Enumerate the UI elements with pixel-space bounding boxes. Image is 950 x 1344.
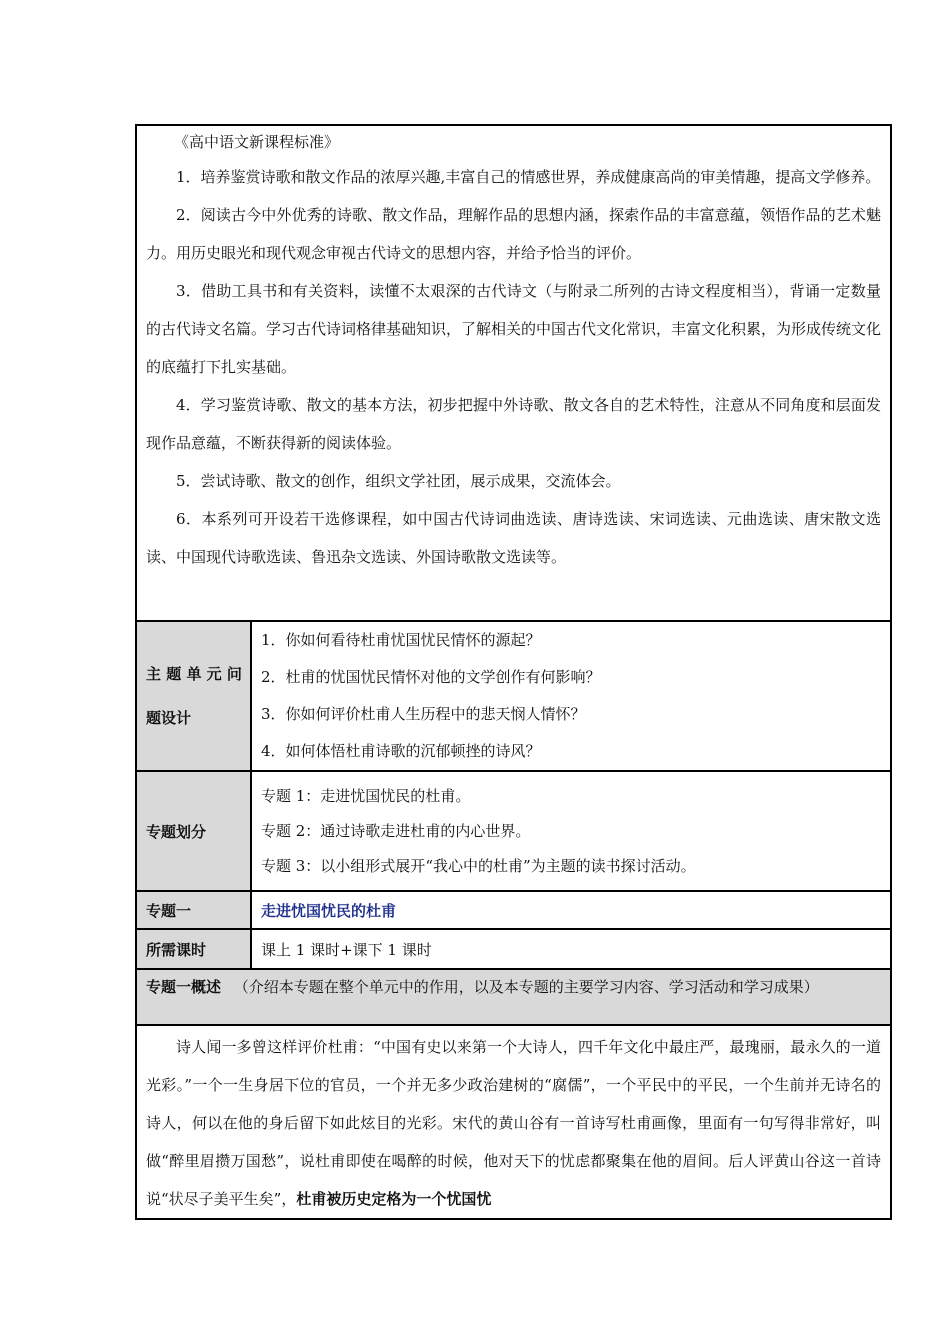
standards-cell — [136, 125, 891, 621]
hours-row — [136, 929, 891, 969]
topic-one-cell — [251, 891, 891, 929]
standards-item-3: 3．借助工具书和有关资料，读懂不太艰深的古代诗文（与附录二所列的古诗文程度相当），背诵一定数量的古代诗文名篇。学习古代诗词格律基础知识，了解相关的中国古代文化常识，丰富文化积累，为形成传统文化的底蕴打下扎实基础。 — [146, 282, 882, 376]
topics-row — [136, 771, 891, 891]
question-item-1: 1．你如何看待杜甫忧国忧民情怀的源起？ — [261, 631, 541, 649]
standards-item-5: 5．尝试诗歌、散文的创作，组织文学社团，展示成果，交流体会。 — [176, 472, 621, 490]
standards-title: 《高中语文新课程标准》 — [174, 133, 340, 151]
overview-header-cell — [136, 969, 891, 1025]
topic-item-2: 专题 2：通过诗歌走进杜甫的内心世界。 — [261, 821, 531, 840]
overview-text-cell — [136, 1025, 891, 1219]
hours-cell — [251, 929, 891, 969]
topic-item-3: 专题 3：以小组形式展开“我心中的杜甫”为主题的读书探讨活动。 — [261, 856, 696, 875]
overview-note: （介绍本专题在整个单元中的作用，以及本专题的主要学习内容、学习活动和学习成果） — [233, 978, 819, 996]
hours-label: 所需课时 — [146, 940, 207, 959]
topic-one-label: 专题一 — [146, 901, 192, 920]
overview-paragraph — [146, 1028, 881, 1218]
hours-value: 课上 1 课时+课下 1 课时 — [261, 940, 432, 959]
overview-header-row — [136, 969, 891, 1025]
question-item-2: 2．杜甫的忧国忧民情怀对他的文学创作有何影响？ — [261, 668, 601, 686]
lesson-plan-table — [135, 124, 892, 1220]
questions-row — [136, 621, 891, 771]
questions-label-line1: 主 题 单 元 问 — [146, 665, 242, 683]
questions-cell — [251, 621, 891, 771]
overview-text-normal: 诗人闻一多曾这样评价杜甫：“中国有史以来第一个大诗人，四千年文化中最庄严，最瑰丽，最永久的一道光彩。”一个一生身居下位的官员，一个并无多少政治建树的“腐儒”，一个平民中的平民，一个生前并无诗名的诗人，何以在他的身后留下如此炫目的光彩。宋代的黄山谷有一首诗写杜甫画像，里面有一句写得非常好，叫做“醉里眉攒万国愁”，说杜甫即使在喝醉的时候，他对天下的忧虑都聚集在他的眉间。后人评黄山谷这一首诗说“状尽子美平生矣”， — [146, 1038, 881, 1208]
overview-text-row — [136, 1025, 891, 1219]
topic-one-value: 走进忧国忧民的杜甫 — [261, 901, 397, 920]
standards-item-6: 6．本系列可开设若干选修课程，如中国古代诗词曲选读、唐诗选读、宋词选读、元曲选读、唐宋散文选读、中国现代诗歌选读、鲁迅杂文选读、外国诗歌散文选读等。 — [146, 510, 881, 566]
topics-label-cell — [136, 771, 251, 891]
questions-label-line2: 题设计 — [146, 709, 192, 727]
topic-one-label-cell — [136, 891, 251, 929]
hours-label-cell — [136, 929, 251, 969]
overview-label: 专题一概述 — [146, 978, 222, 996]
topics-label: 专题划分 — [146, 822, 207, 841]
overview-text-bold: 杜甫被历史定格为一个忧国忧 — [296, 1190, 492, 1208]
standards-item-1: 1．培养鉴赏诗歌和散文作品的浓厚兴趣,丰富自己的情感世界，养成健康高尚的审美情趣，提高文学修养。 — [176, 168, 881, 186]
standards-row — [136, 125, 891, 621]
standards-item-2: 2．阅读古今中外优秀的诗歌、散文作品，理解作品的思想内涵，探索作品的丰富意蕴，领悟作品的艺术魅力。用历史眼光和现代观念审视古代诗文的思想内容，并给予恰当的评价。 — [146, 206, 881, 262]
question-item-3: 3．你如何评价杜甫人生历程中的悲天悯人情怀？ — [261, 705, 586, 723]
topic-item-1: 专题 1：走进忧国忧民的杜甫。 — [261, 786, 471, 805]
topic-one-row — [136, 891, 891, 929]
questions-label-cell — [136, 621, 251, 771]
question-item-4: 4．如何体悟杜甫诗歌的沉郁顿挫的诗风？ — [261, 742, 541, 760]
topics-cell — [251, 771, 891, 891]
standards-item-4: 4．学习鉴赏诗歌、散文的基本方法，初步把握中外诗歌、散文各自的艺术特性，注意从不同角度和层面发现作品意蕴，不断获得新的阅读体验。 — [146, 396, 881, 452]
